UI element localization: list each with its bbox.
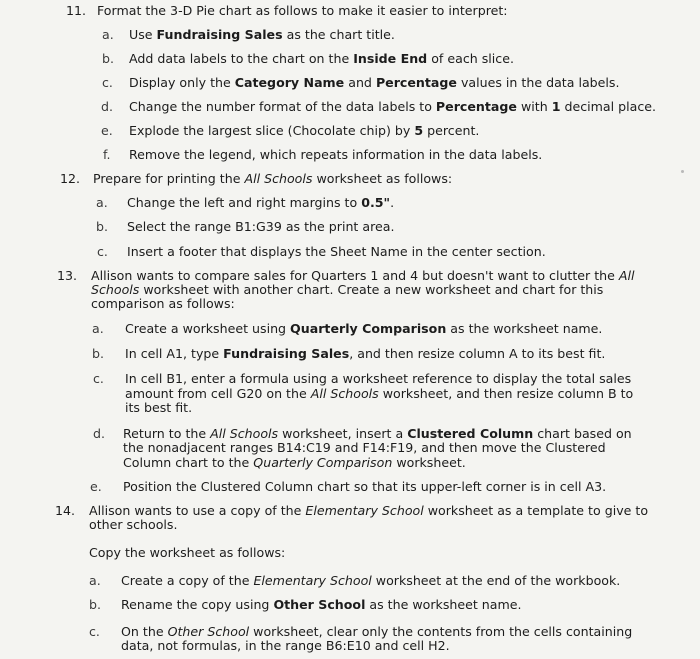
text-run: Format the 3-D Pie chart as follows to make it easier to interpret: — [97, 3, 508, 18]
text-run: Change the number format of the data labels to — [129, 99, 436, 114]
instruction-text-line — [89, 503, 648, 518]
instruction-text-line — [121, 573, 620, 588]
instruction-text-line — [91, 296, 235, 311]
text-run: Return to the — [123, 426, 211, 441]
text-run: values in the data labels. — [456, 75, 620, 90]
text-run: data, not formulas, in the range B6:E10 and cell H2. — [121, 638, 450, 653]
text-run: , and then resize column A to its best fit. — [349, 346, 606, 361]
item-number: 13. — [57, 268, 78, 283]
text-run: worksheet, and then resize column B to — [378, 386, 634, 401]
text-run: Copy the worksheet as follows: — [89, 545, 286, 560]
text-run: worksheet, insert a — [278, 426, 408, 441]
bold-text: 1 — [551, 99, 561, 114]
sub-item-letter: d. — [101, 99, 113, 114]
instruction-text-line — [89, 517, 178, 532]
bold-text: Quarterly Comparison — [290, 321, 447, 336]
bold-text: Percentage — [435, 99, 517, 114]
text-run: as the chart title. — [282, 27, 395, 42]
bold-text: Inside End — [353, 51, 428, 66]
bold-text: Percentage — [375, 75, 457, 90]
text-run: Explode the largest slice (Chocolate chip) by — [129, 123, 415, 138]
instruction-text-line — [121, 638, 450, 653]
text-run: Create a copy of the — [121, 573, 254, 588]
text-run: with — [516, 99, 552, 114]
text-run: In cell A1, type — [125, 346, 224, 361]
instruction-text-line — [129, 147, 542, 162]
instruction-text-line — [129, 123, 479, 138]
item-number: 12. — [60, 171, 81, 186]
instruction-text-line — [129, 27, 395, 42]
italic-text: Schools — [91, 282, 140, 297]
bold-text: Category Name — [234, 75, 345, 90]
instruction-text-line — [91, 282, 603, 297]
text-run: its best fit. — [125, 400, 193, 415]
text-run: and — [344, 75, 376, 90]
instruction-text-line — [129, 51, 514, 66]
instruction-text-line — [89, 545, 285, 560]
instruction-text-line — [123, 479, 606, 494]
text-run: as the worksheet name. — [446, 321, 603, 336]
bold-text: Fundraising Sales — [156, 27, 283, 42]
sub-item-letter: a. — [102, 27, 114, 42]
text-run: other schools. — [89, 517, 178, 532]
sub-item-letter: b. — [96, 219, 108, 234]
text-run: as the worksheet name. — [365, 597, 522, 612]
text-run: worksheet. — [392, 455, 466, 470]
italic-text: All — [618, 268, 635, 283]
instruction-text-line — [97, 3, 508, 18]
instruction-text-line — [129, 75, 619, 90]
instruction-text-line — [93, 171, 452, 186]
instruction-text-line — [125, 371, 631, 386]
sub-item-letter: d. — [93, 426, 105, 441]
text-run: the nonadjacent ranges B14:C19 and F14:F19, and then move the Clustered — [123, 440, 606, 455]
text-run: Select the range B1:G39 as the print area. — [127, 219, 395, 234]
sub-item-letter: b. — [102, 51, 114, 66]
instruction-text-line — [125, 321, 602, 336]
instruction-text-line — [121, 597, 522, 612]
stray-dot — [681, 170, 684, 173]
text-run: Use — [129, 27, 157, 42]
instruction-text-line — [121, 624, 632, 639]
italic-text: Elementary School — [305, 503, 424, 518]
instruction-text-line — [127, 244, 546, 259]
text-run: On the — [121, 624, 168, 639]
text-run: amount from cell G20 on the — [125, 386, 311, 401]
instruction-text-line — [125, 346, 605, 361]
instruction-text-line — [123, 455, 466, 470]
item-number: 11. — [66, 3, 87, 18]
sub-item-letter: b. — [92, 346, 104, 361]
sub-item-letter: e. — [101, 123, 113, 138]
instruction-text-line — [123, 440, 606, 455]
sub-item-letter: c. — [102, 75, 113, 90]
sub-item-letter: f. — [103, 147, 111, 162]
bold-text: Clustered Column — [407, 426, 534, 441]
text-run: Prepare for printing the — [93, 171, 245, 186]
text-run: worksheet as a template to give to — [423, 503, 649, 518]
sub-item-letter: c. — [93, 371, 104, 386]
bold-text: 5 — [414, 123, 424, 138]
sub-item-letter: a. — [89, 573, 101, 588]
italic-text: All Schools — [310, 386, 379, 401]
text-run: Change the left and right margins to — [127, 195, 362, 210]
text-run: . — [390, 195, 395, 210]
instruction-text-line — [125, 400, 192, 415]
text-run: Remove the legend, which repeats information in the data labels. — [129, 147, 543, 162]
text-run: Allison wants to compare sales for Quarters 1 and 4 but doesn't want to clutter the — [91, 268, 619, 283]
bold-text: 0.5" — [361, 195, 391, 210]
instruction-text-line — [123, 426, 632, 441]
text-run: of each slice. — [427, 51, 514, 66]
text-run: Rename the copy using — [121, 597, 274, 612]
text-run: Allison wants to use a copy of the — [89, 503, 306, 518]
italic-text: Other School — [167, 624, 250, 639]
bold-text: Other School — [273, 597, 366, 612]
text-run: Position the Clustered Column chart so that its upper-left corner is in cell A3. — [123, 479, 607, 494]
text-run: Insert a footer that displays the Sheet Name in the center section. — [127, 244, 546, 259]
text-run: worksheet at the end of the workbook. — [371, 573, 621, 588]
text-run: Create a worksheet using — [125, 321, 291, 336]
text-run: chart based on — [533, 426, 632, 441]
instruction-text-line — [127, 195, 394, 210]
sub-item-letter: c. — [97, 244, 108, 259]
sub-item-letter: e. — [90, 479, 102, 494]
text-run: worksheet with another chart. Create a new worksheet and chart for this — [139, 282, 604, 297]
text-run: comparison as follows: — [91, 296, 235, 311]
text-run: decimal place. — [560, 99, 656, 114]
item-number: 14. — [55, 503, 76, 518]
text-run: worksheet as follows: — [312, 171, 453, 186]
italic-text: Quarterly Comparison — [253, 455, 393, 470]
text-run: Display only the — [129, 75, 235, 90]
sub-item-letter: a. — [96, 195, 108, 210]
instruction-text-line — [91, 268, 635, 283]
italic-text: All Schools — [244, 171, 313, 186]
text-run: Column chart to the — [123, 455, 254, 470]
italic-text: All Schools — [210, 426, 279, 441]
text-run: Add data labels to the chart on the — [129, 51, 354, 66]
instruction-text-line — [129, 99, 656, 114]
text-run: In cell B1, enter a formula using a worksheet reference to display the total sales — [125, 371, 632, 386]
instruction-text-line — [127, 219, 394, 234]
instruction-text-line — [125, 386, 633, 401]
text-run: percent. — [423, 123, 480, 138]
sub-item-letter: a. — [92, 321, 104, 336]
italic-text: Elementary School — [253, 573, 372, 588]
bold-text: Fundraising Sales — [223, 346, 350, 361]
text-run: worksheet, clear only the contents from the cells containing — [249, 624, 633, 639]
sub-item-letter: b. — [89, 597, 101, 612]
sub-item-letter: c. — [89, 624, 100, 639]
